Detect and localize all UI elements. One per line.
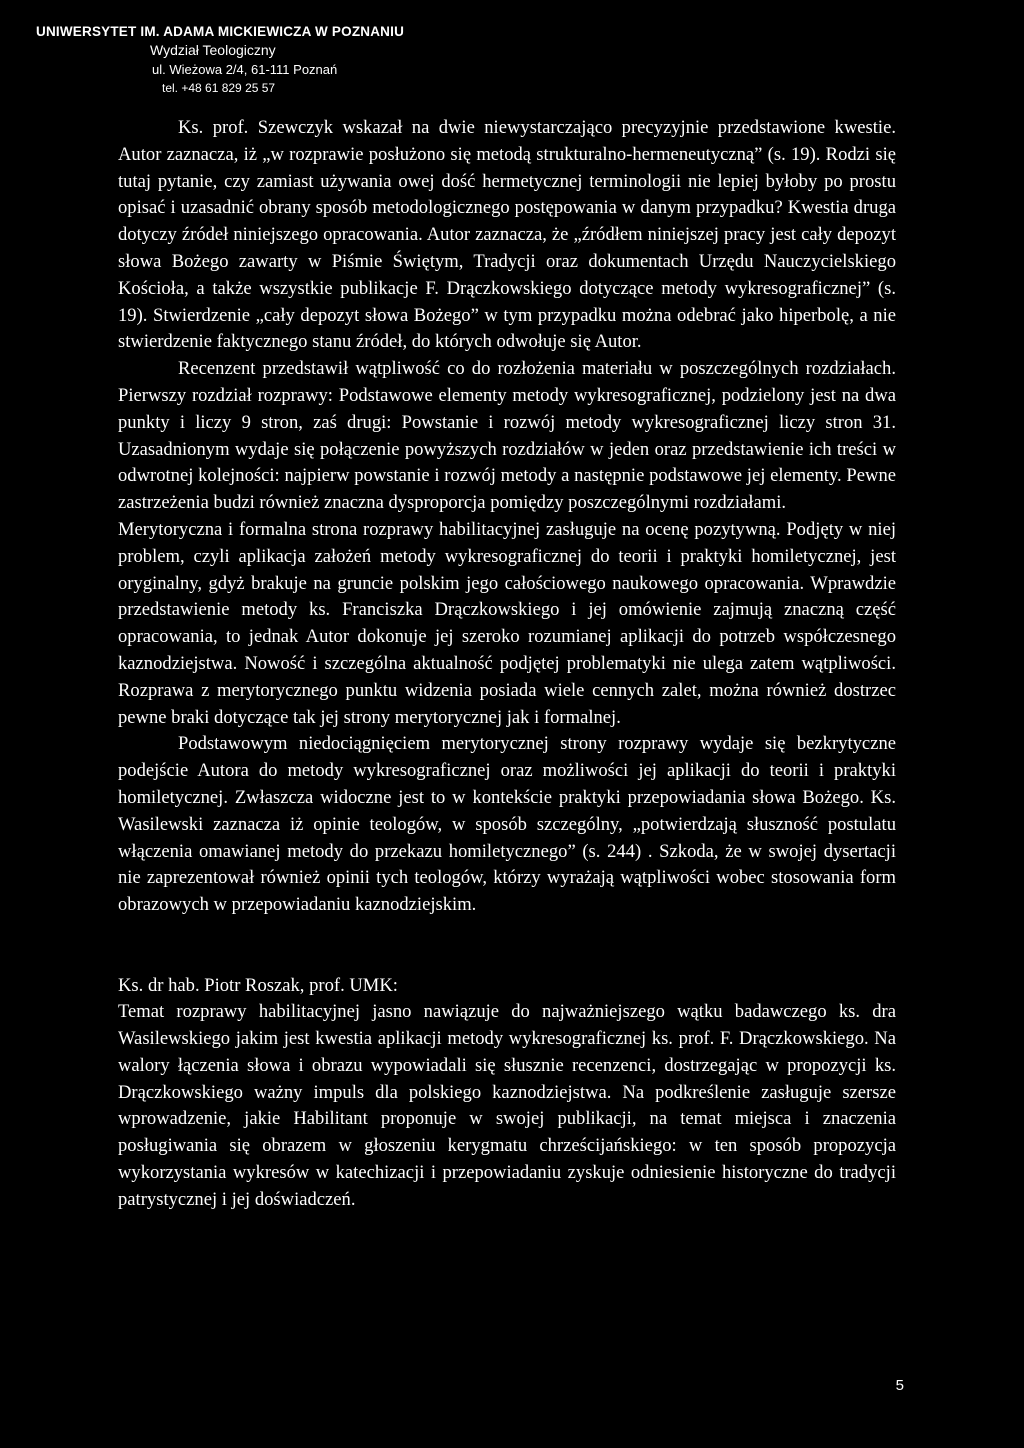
page-number: 5 bbox=[895, 1377, 904, 1394]
paragraph-merit-assessment: Merytoryczna i formalna strona rozprawy habilitacyjnej zasługuje na ocenę pozytywną. Podjęty w niej problem, czyli aplikacja założeń metody wykresograficznej do teorii i praktyki homiletycznej, jest oryginalny, gdyż brakuje na gruncie polskim jego całościowego naukowego opracowania. Wprawdzie przedstawienie metody ks. Franciszka Drączkowskiego i jej omówienie zajmują znaczną część opracowania, to jednak Autor dokonuje jej szeroko rozumianej aplikacji do potrzeb współczesnego kaznodziejstwa. Nowość i szczególna aktualność podjętej problematyki nie ulega zatem wątpliwości. Rozprawa z merytorycznego punktu widzenia posiada wiele cennych zalet, można również dostrzec pewne braki dotyczące tak jej strony merytorycznej jak i formalnej. bbox=[118, 518, 896, 728]
faculty-phone: tel. +48 61 829 25 57 bbox=[162, 81, 276, 95]
document-body bbox=[118, 115, 896, 1214]
faculty-name: Wydział Teologiczny bbox=[150, 42, 276, 58]
paragraph-szewczyk-issues: Ks. prof. Szewczyk wskazał na dwie niewystarczająco precyzyjnie przedstawione kwestie. Autor zaznacza, iż „w rozprawie posłużono się metodą strukturalno-hermeneutyczną” (s. 19). Rodzi się tutaj pytanie, czy zamiast używania owej dość hermetycznej terminologii nie lepiej byłoby po prostu opisać i uzasadnić obrany sposób metodologicznego postępowania w danym przypadku? Kwestia druga dotyczy źródeł niniejszego opracowania. Autor zaznacza, że „źródłem niniejszej pracy jest cały depozyt słowa Bożego zawarty w Piśmie Świętym, Tradycji oraz dokumentach Urzędu Nauczycielskiego Kościoła, a także wszystkie publikacje F. Drączkowskiego dotyczące metody wykresograficznej” (s. 19). Stwierdzenie „cały depozyt słowa Bożego” w tym przypadku można odebrać jako hiperbolę, a nie stwierdzenie faktycznego stanu źródeł, do których odwołuje się Autor. bbox=[118, 117, 896, 353]
letterhead bbox=[36, 22, 456, 98]
university-name: UNIWERSYTET IM. ADAMA MICKIEWICZA W POZNANIU bbox=[36, 24, 405, 39]
paragraph-shortcomings: Podstawowym niedociągnięciem merytorycznej strony rozprawy wydaje się bezkrytyczne podejście Autora do metody wykresograficznej oraz możliwości jej aplikacji do teorii i praktyki homiletycznej. Zwłaszcza widoczne jest to w kontekście praktyki przepowiadania słowa Bożego. Ks. Wasilewski zaznacza iż opinie teologów, w sposób szczególny, „potwierdzają słuszność postulatu włączenia omawianej metody do przekazu homiletycznego” (s. 244) . Szkoda, że w swojej dysertacji nie zaprezentował również opinii tych teologów, którzy wyrażają wątpliwości wobec stosowania form obrazowych w przepowiadaniu kaznodziejskim. bbox=[118, 733, 896, 916]
paragraph-roszak-review: Temat rozprawy habilitacyjnej jasno nawiązuje do najważniejszego wątku badawczego ks. dra Wasilewskiego jakim jest kwestia aplikacji metody wykresograficznej ks. prof. F. Drączkowskiego. Na walory łączenia słowa i obrazu wypowiadali się słusznie recenzenci, dostrzegając w propozycji ks. Drączkowskiego ważny impuls dla polskiego kaznodziejstwa. Na podkreślenie zasługuje szersze wprowadzenie, jakie Habilitant proponuje w swojej publikacji, na temat miejsca i znaczenia posługiwania się obrazem w głoszeniu kerygmatu chrześcijańskiego: w ten sposób propozycja wykorzystania wykresów w katechizacji i przepowiadaniu zyskuje odniesienie historyczne do tradycji patrystycznej i jej doświadczeń. bbox=[118, 1001, 896, 1210]
faculty-address: ul. Wieżowa 2/4, 61-111 Poznań bbox=[152, 62, 338, 77]
reviewer-heading: Ks. dr hab. Piotr Roszak, prof. UMK: bbox=[118, 974, 398, 996]
paragraph-chapter-layout: Recenzent przedstawił wątpliwość co do rozłożenia materiału w poszczególnych rozdziałach. Pierwszy rozdział rozprawy: Podstawowe elementy metody wykresograficznej, podzielony jest na dwa punkty i liczy 9 stron, zaś drugi: Powstanie i rozwój metody wykresograficznej liczy stron 31. Uzasadnionym wydaje się połączenie powyższych rozdziałów w jeden oraz przedstawienie ich treści w odwrotnej kolejności: najpierw powstanie i rozwój metody a następnie podstawowe jej elementy. Pewne zastrzeżenia budzi również znaczna dysproporcja pomiędzy poszczególnymi rozdziałami. bbox=[118, 358, 896, 514]
